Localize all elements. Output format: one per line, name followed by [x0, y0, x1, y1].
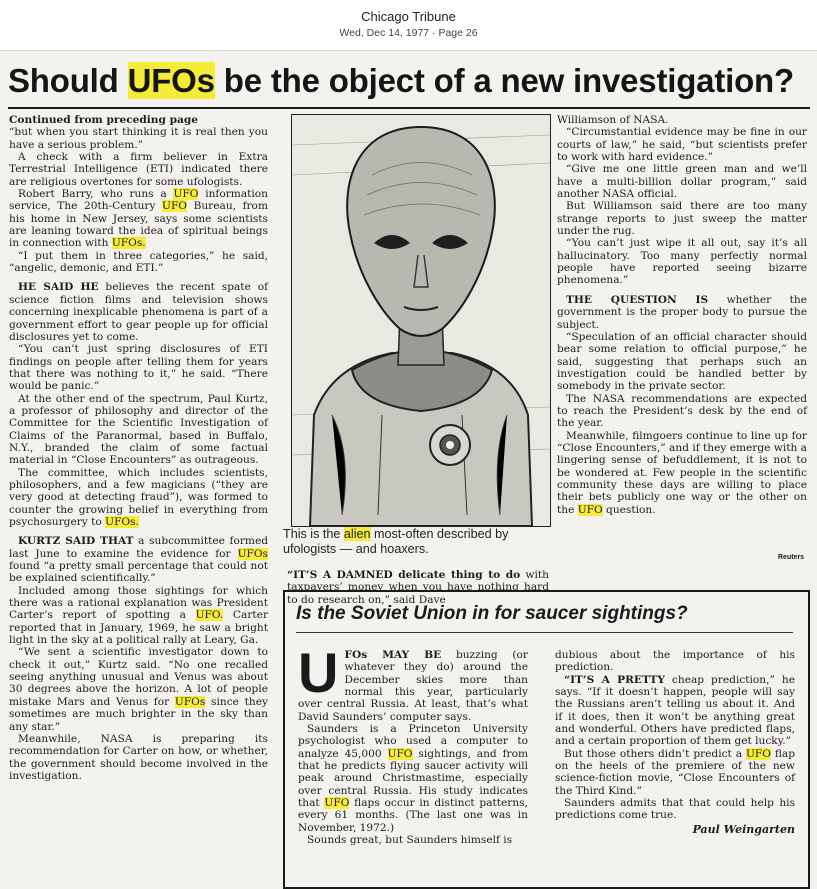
subhead: HE SAID HE	[18, 281, 99, 294]
byline: Paul Weingarten	[692, 822, 795, 836]
paragraph: “but when you start thinking it is real then you have a serious problem.”	[9, 126, 268, 151]
continued-note: Continued from preceding page	[9, 114, 199, 126]
article-headline	[8, 59, 808, 105]
paragraph: “IT’S A PRETTY cheap prediction,” he says. “If it doesn’t happen, people will say the Russians aren’t telling us about it. And if it does, then it won’t be anything great and wonderful. Others have predicted flaps, and a certain proportion of them get lucky.”	[555, 673, 795, 748]
viewer-header	[0, 0, 817, 51]
subhead: “IT’S A DAMNED delicate thing to do	[287, 569, 521, 581]
headline-rule	[8, 107, 810, 109]
publication-title: Chicago Tribune	[361, 9, 456, 24]
search-highlight: UFO	[162, 200, 187, 213]
subhead: FOs MAY BE	[344, 649, 442, 661]
paragraph: THE QUESTION IS whether the government is the proper body to pursue the subject.	[557, 293, 807, 331]
search-highlight: UFO	[324, 797, 350, 810]
search-highlight: UFOs.	[111, 237, 146, 250]
paragraph: A check with a firm believer in Extra Terrestrial Intelligence (ETI) indicated there are religious overtones for some ufologists.	[9, 151, 268, 188]
paragraph: dubious about the importance of his prediction.	[555, 649, 795, 674]
article-column-3	[557, 114, 807, 516]
subhead: “IT’S A PRETTY	[564, 673, 665, 686]
paragraph: Robert Barry, who runs a UFO information service, The 20th-Century UFO Bureau, from his home in New Jersey, says some scientists are leaning toward the idea of spiritual beings in connection with UFOs.	[9, 188, 269, 250]
paragraph: Williamson of NASA.	[557, 114, 669, 126]
headline-part: Should	[8, 62, 128, 99]
paragraph: “Circumstantial evidence may be fine in our courts of law,” he said, “but scientists prefer to work with hard evidence.”	[557, 126, 807, 164]
paragraph: “Speculation of an official character should bear some relation to official purpose,” he said, suggesting that perhaps such an investigation could be handled better by somebody in the private sector.	[557, 330, 807, 393]
illustration-caption: This is the alien most-often described by ufologists — and hoaxers.	[283, 527, 509, 556]
paragraph: Sounds great, but Saunders himself is	[307, 834, 513, 847]
search-highlight: UFOs	[237, 547, 268, 560]
paragraph: “You can’t just wipe it all out, say it’s all hallucinatory. Too many perfectly normal people have reported seeing bizarre phenomena.”	[557, 237, 807, 287]
search-highlight: UFO	[745, 747, 771, 760]
sidebar-column-right	[555, 649, 795, 836]
subhead: THE QUESTION IS	[566, 293, 709, 306]
search-highlight: UFO	[173, 188, 199, 201]
publication-date-page: Wed, Dec 14, 1977 · Page 26	[339, 27, 478, 39]
search-highlight: alien	[343, 527, 371, 541]
paragraph: But Williamson said there are too many strange reports to just sweep the matter under the rug.	[557, 200, 807, 238]
column-2-text: “IT’S A DAMNED delicate thing to do with taxpayers’ money when you have nothing hard to do research on,” said Dave	[287, 569, 549, 606]
headline-part: be the object of a new investigation?	[214, 62, 794, 99]
newspaper-page	[0, 51, 817, 889]
paragraph: KURTZ SAID THAT a subcommittee formed last June to examine the evidence for UFOs found “a pretty small percentage that could not be explained scientifically.”	[9, 535, 268, 585]
paragraph: Meanwhile, NASA is preparing its recommendation for Carter on how, or whether, the government should become involved in the investigation.	[9, 732, 268, 782]
alien-illustration	[291, 114, 551, 527]
search-highlight: UFO	[387, 747, 413, 760]
alien-drawing	[292, 115, 550, 526]
sidebar-headline: Is the Soviet Union in for saucer sightings?	[296, 603, 688, 624]
paragraph: Included among those sightings for which there was a rational explanation was President Carter’s report of spotting a UFO. Carter reported that in January, 1969, he saw a bright light in the sky at a political rally at Leary, Ga.	[9, 584, 269, 647]
paragraph: “We sent a scientific investigator down to check it out,” Kurtz said. “No one recalled seeing anything unusual and Venus was about 30 degrees above the horizon. A lot of people mistake Mars and Venus for UFOs since they sometimes are much brighter in the sky than any star.”	[9, 646, 268, 733]
search-highlight: UFOs.	[105, 516, 139, 528]
wire-credit: Reuters	[778, 554, 805, 561]
paragraph: “You can’t just spring disclosures of ETI findings on people after telling them for years that there was nothing to it,” he said. “There would be panic.”	[9, 343, 268, 393]
paragraph: At the other end of the spectrum, Paul Kurtz, a professor of philosophy and director of the Committee for the Scientific Investigation of Claims of the Paranormal, based in Buffalo, N.Y., branded the claim of some factual material in “Close Encounters” as outrageous.	[9, 392, 268, 467]
search-highlight: UFOs	[127, 62, 215, 99]
subhead: KURTZ SAID THAT	[18, 535, 134, 548]
search-highlight: UFO.	[195, 609, 224, 622]
article-column-1	[9, 114, 268, 782]
paragraph: The NASA recommendations are expected to reach the President’s desk by the end of the year.	[557, 392, 807, 430]
paragraph: Saunders is a Princeton University psychologist who used a computer to analyze 45,000 UFO sightings, and from that he predicts flying saucer activity will peak around Christmastime, especially over central Russia. His study indicates that UFO flaps occur in distinct patterns, every 61 months. (The last one was in November, 1972.)	[298, 723, 528, 834]
paragraph: “I put them in three categories,” he said, “angelic, demonic, and ETI.”	[9, 249, 268, 275]
paragraph: HE SAID HE believes the recent spate of science fiction films and television shows concerning inexplicable phenomena is part of a government effort to gear people up for official disclosures yet to come.	[9, 281, 269, 343]
search-highlight: UFOs	[174, 695, 206, 708]
paragraph: U FOs MAY BE buzzing (or whatever they do) around the December skies more than normal this year, particularly over central Russia. At least, that’s what David Saunders’ computer says.	[298, 641, 528, 723]
paragraph: The committee, which includes scientists, philosophers, and a few magicians (“they are very good at detecting fraud”), was formed to counter the growing belief in everything from psychosurgery to UFOs.	[9, 466, 268, 528]
drop-cap: U	[298, 641, 339, 704]
sidebar-column-left	[298, 641, 528, 847]
search-highlight: UFO	[577, 503, 603, 516]
sidebar-rule	[296, 632, 793, 633]
paragraph: Meanwhile, filmgoers continue to line up for “Close Encounters,” and if they emerge with a lingering sense of befuddlement, it is not to be wondered at. Few people in the scientific community these days are willing to place their bets publicly one way or the other on the UFO question.	[557, 429, 808, 516]
paragraph: “Give me one little green man and we’ll have a multi-billion dollar program,” said another NASA official.	[557, 163, 807, 201]
paragraph: But those others didn’t predict a UFO flap on the heels of the premiere of the new science-fiction movie, “Close Encounters of the Third Kind.”	[555, 747, 796, 797]
paragraph: Saunders admits that that could help his predictions come true.	[555, 797, 795, 822]
